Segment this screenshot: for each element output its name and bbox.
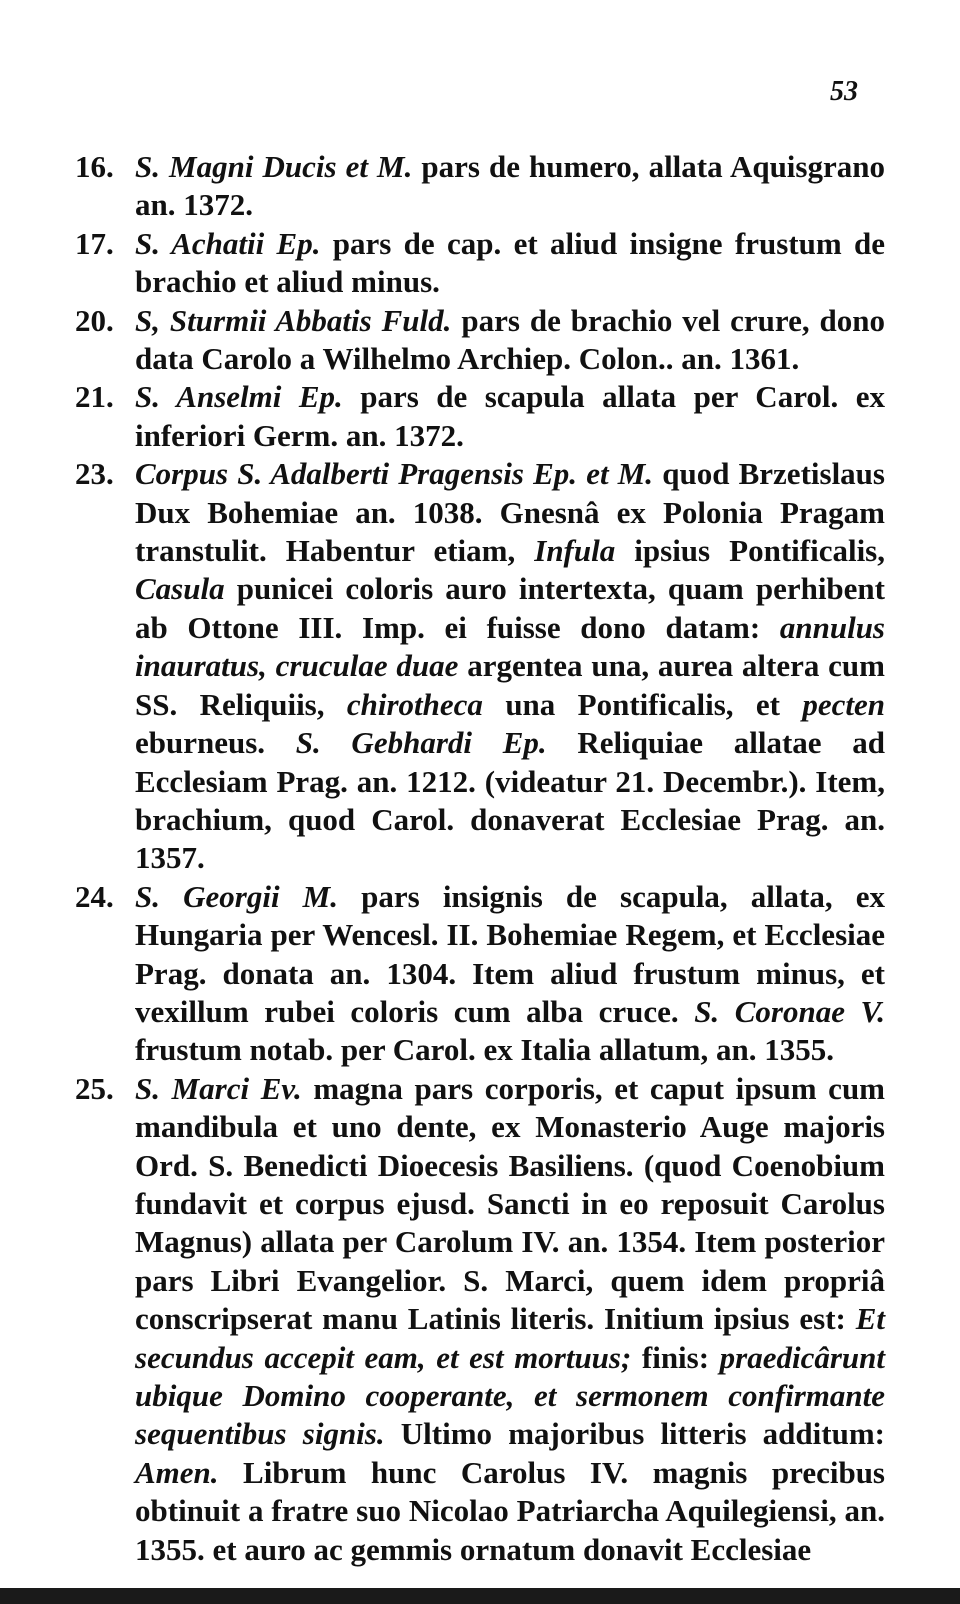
italic-run: Casula xyxy=(135,571,225,607)
entry-number: 25. xyxy=(75,1070,114,1106)
entry-text xyxy=(135,302,885,379)
entry-24 xyxy=(75,878,885,1070)
text-run: magna pars corporis, et caput ipsum cum mandibula et uno dente, ex Monasterio Auge majoris Ord. S. Benedicti Dioecesis Basiliens. (quod Coenobium fundavit et corpus ejusd. Sancti in eo reposuit Carolus Magnus) allata per Carolum IV. an. 1354. Item posterior pars Libri Evangelior. S. Marci, quem idem propriâ conscripserat manu Latinis literis. Initium ipsius est: xyxy=(135,1070,886,1337)
text-run: Reliquiae allatae ad Ecclesiam Prag. an. 1212. (videatur 21. Decembr.). Item, brachium, quod Carol. donaverat Ecclesiae Prag. an. 1357. xyxy=(135,725,885,876)
italic-run: Infula xyxy=(534,533,616,569)
entry-16 xyxy=(75,148,885,225)
text-run: pars de brachio vel crure, dono data Carolo a Wilhelmo Archiep. Colon.. an. 1361. xyxy=(135,302,885,377)
text-run: frustum notab. per Carol. ex Italia allatum, an. 1355. xyxy=(135,1032,834,1068)
italic-run: pecten xyxy=(802,686,885,722)
italic-run: S, Sturmii Abbatis Fuld. xyxy=(135,302,452,338)
page-number: 53 xyxy=(830,76,858,107)
scan-bottom-edge xyxy=(0,1588,960,1604)
italic-run: S. Anselmi Ep. xyxy=(135,379,343,415)
italic-run: praedicârunt ubique Domino cooperante, et sermonem confirmante sequentibus signis. xyxy=(135,1339,885,1452)
entry-23 xyxy=(75,455,885,877)
italic-run: S. Georgii M. xyxy=(135,878,338,914)
entry-number: 20. xyxy=(75,302,114,338)
entry-text xyxy=(135,225,885,302)
entry-text xyxy=(135,455,885,877)
italic-run: Amen. xyxy=(135,1454,219,1490)
italic-run: S. Coronae V. xyxy=(694,993,885,1029)
entry-text xyxy=(135,878,885,1070)
text-run: pars insignis de scapula, allata, ex Hungaria per Wencesl. II. Bohemiae Regem, et Ecclesiae Prag. donata an. 1304. Item aliud frustum minus, et vexillum rubei coloris cum alba cruce. xyxy=(135,878,885,1029)
italic-run: Corpus S. Adalberti Pragensis Ep. et M. xyxy=(135,456,654,492)
text-run: punicei coloris auro intertexta, quam perhibent ab Ottone III. Imp. ei fuisse dono datam: xyxy=(135,571,885,645)
text-run: eburneus. xyxy=(135,725,296,761)
text-run: una Pontificalis, et xyxy=(482,686,803,722)
text-run: Ultimo majoribus litteris additum: xyxy=(384,1416,885,1452)
text-run: pars de scapula allata per Carol. ex inferiori Germ. an. 1372. xyxy=(135,379,885,453)
italic-run: S. Magni Ducis et M. xyxy=(135,149,413,184)
text-run: pars de cap. et aliud insigne frustum de brachio et aliud minus. xyxy=(135,225,885,300)
text-run: argentea una, aurea altera cum SS. Reliquiis, xyxy=(135,648,885,722)
entry-text xyxy=(135,1070,885,1569)
entry-number: 21. xyxy=(75,379,114,415)
entry-list xyxy=(75,148,885,1569)
italic-run: annulus inauratus, cruculae duae xyxy=(135,609,885,684)
entry-number: 23. xyxy=(75,456,114,492)
text-run: quod Brzetislaus Dux Bohemiae an. 1038. Gnesnâ ex Polonia Pragam transtulit. Habentur etiam, xyxy=(135,456,885,569)
italic-run: Et secundus accepit eam, et est mortuus; xyxy=(135,1301,885,1375)
entry-20 xyxy=(75,302,885,379)
entry-number: 24. xyxy=(75,878,114,914)
entry-25 xyxy=(75,1070,885,1569)
entry-17 xyxy=(75,225,885,302)
italic-run: chirotheca xyxy=(346,686,483,722)
entry-number: 17. xyxy=(75,225,114,261)
text-run: ipsius Pontificalis, xyxy=(615,533,885,569)
text-run: finis: xyxy=(631,1339,720,1375)
text-run: pars de humero, allata Aquisgrano an. 1372. xyxy=(135,149,885,223)
italic-run: S. Gebhardi Ep. xyxy=(295,725,547,761)
entry-21 xyxy=(75,378,885,455)
italic-run: S. Marci Ev. xyxy=(135,1070,302,1106)
entry-number: 16. xyxy=(75,149,114,184)
italic-run: S. Achatii Ep. xyxy=(135,225,321,261)
entry-text xyxy=(135,378,885,455)
entry-text xyxy=(135,148,885,225)
text-run: Librum hunc Carolus IV. magnis precibus obtinuit a fratre suo Nicolao Patriarcha Aquilegiensi, an. 1355. et auro ac gemmis ornatum donavit Ecclesiae xyxy=(135,1454,885,1567)
